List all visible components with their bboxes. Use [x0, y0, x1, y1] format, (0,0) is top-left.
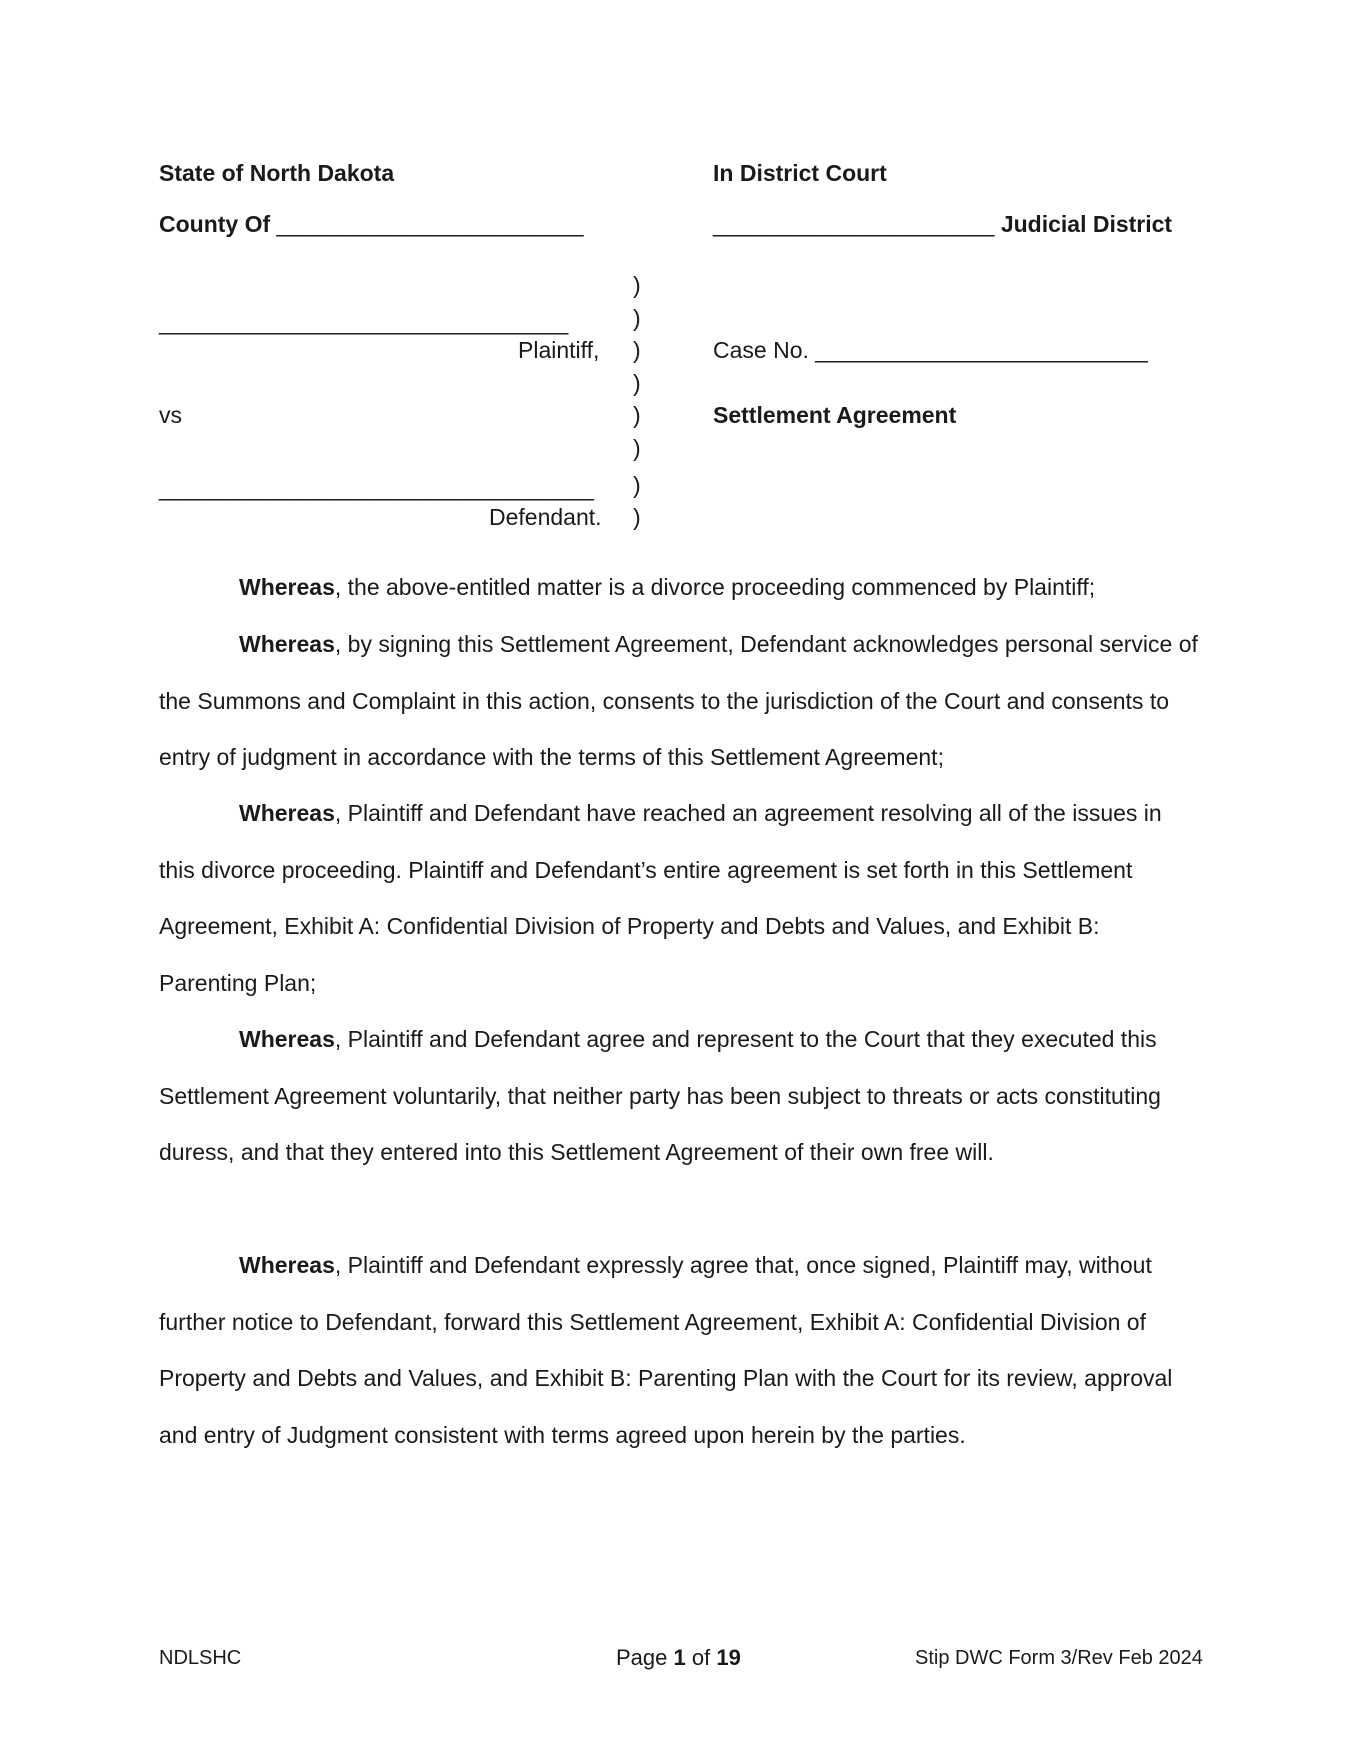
case-number-line — [713, 337, 1148, 364]
whereas-lead: Whereas — [239, 800, 335, 826]
caption-paren: ) — [633, 435, 641, 461]
state-heading: State of North Dakota — [159, 160, 395, 186]
caption-paren: ) — [633, 272, 641, 298]
whereas-paragraph-1 — [159, 559, 1199, 616]
page-number — [616, 1645, 741, 1671]
page-total: 19 — [716, 1645, 741, 1670]
page-mid: of — [685, 1645, 717, 1670]
whereas-lead: Whereas — [239, 631, 335, 657]
whereas-paragraph-5 — [159, 1237, 1199, 1463]
defendant-blank: __________________________________ — [159, 475, 594, 501]
caption-paren: ) — [633, 337, 641, 363]
caption-paren: ) — [633, 402, 641, 428]
whereas-paragraph-2 — [159, 616, 1199, 786]
county-blank: ________________________ — [276, 211, 584, 237]
paragraph-text: , Plaintiff and Defendant expressly agree that, once signed, Plaintiff may, without further notice to Defendant, forward this Settlement Agreement, Exhibit A: Confidential Division of Property and Debts and Values, and Exhibit B: Parenting Plan with the Court for its review, approval and entry of Judgment consistent with terms agreed upon herein by the parties. — [159, 1252, 1173, 1448]
document-title: Settlement Agreement — [713, 402, 957, 428]
county-label: County Of — [159, 211, 271, 237]
caption-paren: ) — [633, 504, 641, 530]
defendant-label: Defendant. — [489, 504, 602, 530]
county-line — [159, 211, 584, 238]
paragraph-text: , by signing this Settlement Agreement, Defendant acknowledges personal service of the Summons and Complaint in this action, consents to the jurisdiction of the Court and consents to entry of judgment in accordance with the terms of this Settlement Agreement; — [159, 631, 1198, 771]
paragraph-text: , Plaintiff and Defendant agree and represent to the Court that they executed this Settlement Agreement voluntarily, that neither party has been subject to threats or acts constituting duress, and that they entered into this Settlement Agreement of their own free will. — [159, 1026, 1161, 1166]
plaintiff-blank: ________________________________ — [159, 309, 569, 335]
page-prefix: Page — [616, 1645, 674, 1670]
vs-label: vs — [159, 402, 182, 428]
district-label: Judicial District — [1000, 211, 1173, 237]
plaintiff-label: Plaintiff, — [518, 337, 600, 363]
paragraph-text: , Plaintiff and Defendant have reached an agreement resolving all of the issues in this divorce proceeding. Plaintiff and Defendant’s entire agreement is set forth in this Settlement Agreement, Exhibit A: Confidential Division of Property and Debts and Values, and Exhibit B: Parenting Plan; — [159, 800, 1162, 996]
district-blank: ______________________ — [713, 211, 995, 237]
caption-paren: ) — [633, 370, 641, 396]
district-line — [713, 211, 1172, 238]
caption-paren: ) — [633, 472, 641, 498]
caption-paren: ) — [633, 305, 641, 331]
whereas-lead: Whereas — [239, 574, 335, 600]
whereas-lead: Whereas — [239, 1252, 335, 1278]
court-heading: In District Court — [713, 160, 887, 186]
whereas-paragraph-3 — [159, 785, 1199, 1011]
paragraph-text: , the above-entitled matter is a divorce proceeding commenced by Plaintiff; — [334, 574, 1096, 600]
footer-right: Stip DWC Form 3/Rev Feb 2024 — [915, 1647, 1203, 1669]
whereas-lead: Whereas — [239, 1026, 335, 1052]
page-current: 1 — [673, 1645, 686, 1670]
case-no-blank: __________________________ — [815, 337, 1148, 363]
whereas-paragraph-4 — [159, 1011, 1199, 1181]
footer-left: NDLSHC — [159, 1647, 242, 1669]
case-no-label: Case No. — [713, 337, 809, 363]
